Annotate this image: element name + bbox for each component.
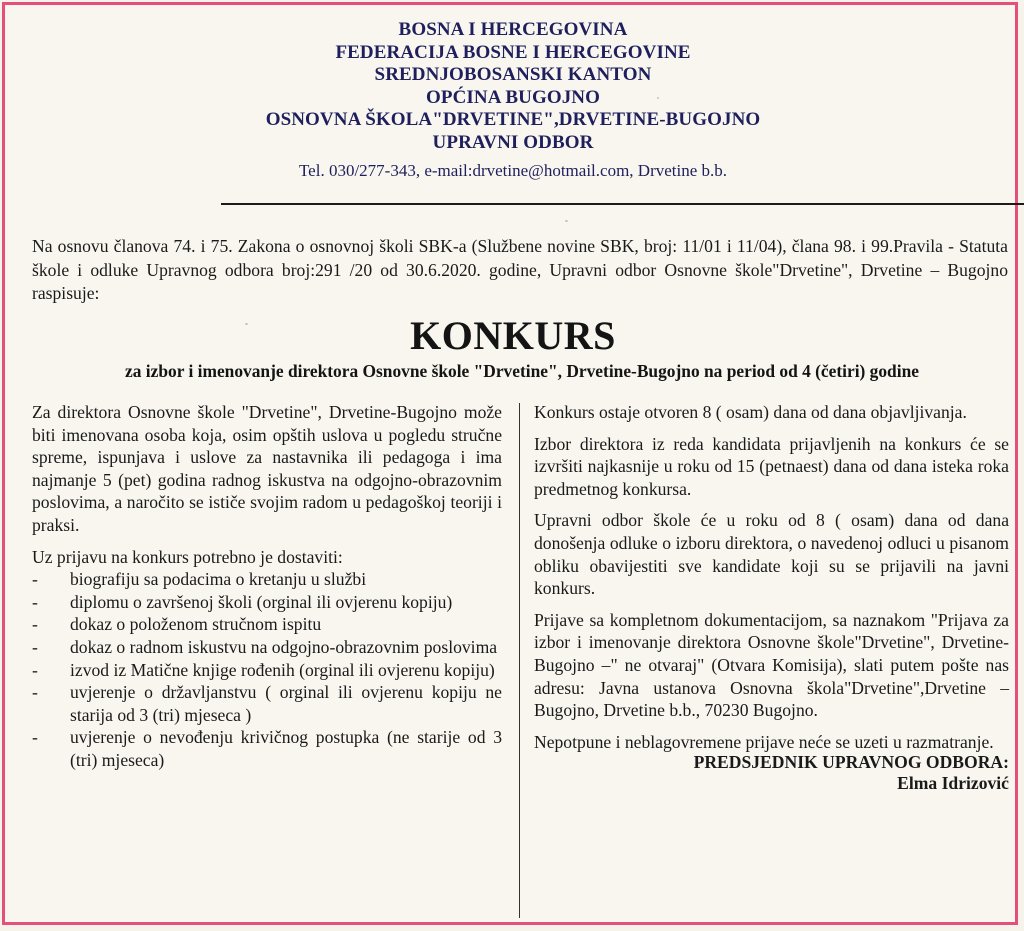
notice-title: KONKURS [410, 313, 616, 358]
header-municipality: OPĆINA BUGOJNO [426, 86, 600, 108]
requirement-text: dokaz o radnom iskustvu na odgojno-obrazovnim poslovima [70, 636, 498, 657]
dash-bullet: - [32, 682, 38, 703]
header-canton: SREDNJOBOSANSKI KANTON [374, 64, 652, 85]
dash-bullet: - [32, 569, 38, 590]
selection-paragraph: Izbor direktora iz reda kandidata prijavljenih na konkurs će se izvršiti najkasnije u roku od 15 (petnaest) dana od dana isteka roka predmetnog konkursa. [534, 433, 1009, 499]
requirements-list [32, 568, 502, 771]
eligibility-paragraph: Za direktora Osnovne škole "Drvetine", Drvetine-Bugojno može biti imenovana osoba koja, osim opštih uslova u pogledu stručne spreme, ispunjava i uslove za nastavnika ili pedagoga i ima najmanje 5 (pet) godina radnog iskustva na odgojno-obrazovnim poslovima, a naročito se ističe svojim radom u pedagoškoj teoriji i praksi. [32, 402, 502, 535]
incomplete-paragraph: Nepotpune i neblagovremene prijave neće se uzeti u razmatranje. [534, 731, 994, 752]
requirement-text: izvod iz Matične knjige rođenih (orginal ili ovjerenu kopiju) [70, 659, 495, 680]
dash-bullet: - [32, 727, 38, 748]
requirement-text: diplomu o završenoj školi (orginal ili ovjerenu kopiju) [70, 591, 453, 612]
header-board: UPRAVNI ODBOR [432, 131, 594, 153]
submission-paragraph: Prijave sa kompletnom dokumentacijom, sa naznakom "Prijava za izbor i imenovanje direktora Osnovne škole"Drvetine", Drvetine-Bugojno –" ne otvaraj" (Otvara Komisija), slati putem pošte nas adresu: Javna ustanova Osnovna škola"Drvetine",Drvetine – Bugojno, Drvetine b.b., 70230 Bugojno. [534, 609, 1009, 721]
requirements-heading: Uz prijavu na konkurs potrebno je dostaviti: [32, 546, 343, 567]
dash-bullet: - [32, 636, 38, 657]
requirement-text: uvjerenje o državljanstvu ( orginal ili ovjerenu kopiju ne starija od 3 (tri) mjeseca ) [70, 682, 502, 725]
notice-subtitle: za izbor i imenovanje direktora Osnovne škole "Drvetine", Drvetine-Bugojno na period od 4 (četiri) godine [125, 361, 919, 381]
right-column [534, 401, 1009, 795]
signature-name: Elma Idrizović [897, 772, 1009, 793]
list-item [32, 613, 502, 636]
header-rule [221, 203, 1024, 205]
dash-bullet: - [32, 659, 38, 680]
notice-frame [2, 2, 1018, 925]
requirement-text: biografiju sa podacima o kretanju u službi [70, 569, 367, 590]
letterhead [5, 19, 1021, 182]
requirement-text: uvjerenje o nevođenju krivičnog postupka (ne starije od 3 (tri) mjeseca) [70, 727, 502, 770]
header-country: BOSNA I HERCEGOVINA [398, 19, 628, 40]
notification-paragraph: Upravni odbor škole će u roku od 8 ( osam) dana od dana donošenja odluke o izboru direktora, o navedenoj odluci u pisanom obliku obavijestiti sve kandidate koji su se prijavili na javni konkurs. [534, 510, 1009, 599]
header-contact: Tel. 030/277-343, e-mail:drvetine@hotmail.com, Drvetine b.b. [298, 161, 728, 180]
list-item [32, 681, 502, 726]
list-item [32, 591, 502, 614]
dash-bullet: - [32, 614, 38, 635]
header-federation: FEDERACIJA BOSNE I HERCEGOVINE [335, 41, 691, 63]
duration-paragraph: Konkurs ostaje otvoren 8 ( osam) dana od dana objavljivanja. [534, 402, 967, 422]
list-item [32, 568, 502, 591]
list-item [32, 726, 502, 771]
print-speck [245, 323, 248, 325]
print-speck [350, 575, 354, 577]
dash-bullet: - [32, 591, 38, 612]
print-speck [657, 97, 659, 99]
list-item [32, 659, 502, 682]
intro-paragraph: Na osnovu članova 74. i 75. Zakona o osnovnoj školi SBK-a (Službene novine SBK, broj: 11/01 i 11/04), člana 98. i 99.Pravila - Statuta škole i odluke Upravnog odbora broj:291 /20 od 30.6.2020. godine, Upravni odbor Osnovne škole"Drvetine", Drvetine – Bugojno raspisuje: [32, 236, 1008, 303]
column-divider [519, 403, 520, 918]
left-column [32, 401, 502, 772]
print-speck [565, 220, 568, 222]
signature-title: PREDSJEDNIK UPRAVNOG ODBORA: [693, 752, 1009, 773]
header-school: OSNOVNA ŠKOLA"DRVETINE",DRVETINE-BUGOJNO [265, 109, 761, 130]
requirement-text: dokaz o položenom stručnom ispitu [70, 614, 322, 635]
list-item [32, 636, 502, 659]
